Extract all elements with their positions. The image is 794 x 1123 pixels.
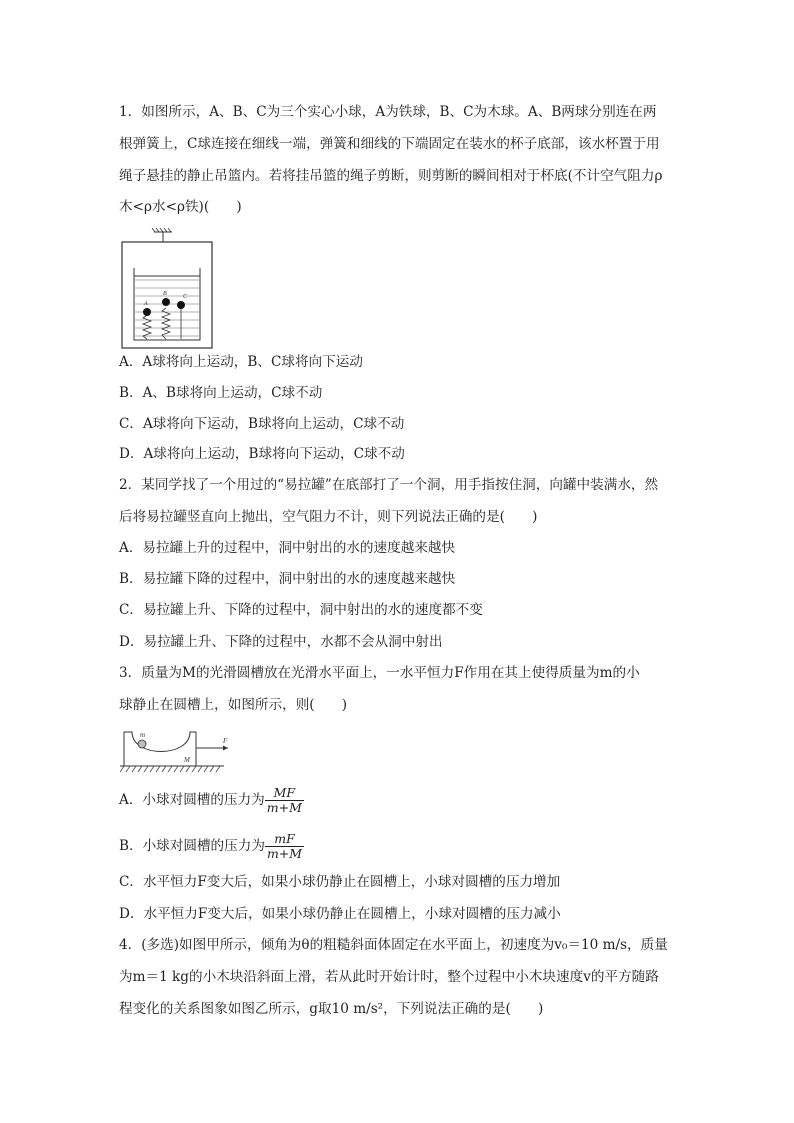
q3-option-a-text: A．小球对圆槽的压力为 <box>119 792 265 808</box>
q3-option-c: C．水平恒力F变大后，如果小球仍静止在圆槽上，小球对圆槽的压力增加 <box>119 874 561 890</box>
q1-line-1: 1．如图所示，A、B、C为三个实心小球，A为铁球，B、C为木球。A、B两球分别连在两 <box>119 104 657 120</box>
q2-line-2: 后将易拉罐竖直向上抛出，空气阻力不计，则下列说法正确的是( ) <box>119 509 538 525</box>
q2-option-d: D．易拉罐上升、下降的过程中，水都不会从洞中射出 <box>119 634 443 650</box>
q2-line-1: 2．某同学找了一个用过的“易拉罐”在底部打了一个洞，用手指按住洞，向罐中装满水，然 <box>119 477 659 493</box>
q2-option-c: C．易拉罐上升、下降的过程中，洞中射出的水的速度都不变 <box>119 602 483 618</box>
fraction-mf-over-m-plus-m-small <box>265 832 304 861</box>
q3-option-a <box>119 782 304 818</box>
q2-option-b: B．易拉罐下降的过程中，洞中射出的水的速度越来越快 <box>119 571 456 587</box>
ball-c-label: C <box>183 294 188 300</box>
fraction-denominator: m+M <box>266 846 303 861</box>
ball-a-label: A <box>144 301 148 307</box>
q1-option-d: D．A球将向上运动，B球将向下运动，C球不动 <box>119 446 405 462</box>
q1-line-2: 根弹簧上，C球连接在细线一端，弹簧和细线的下端固定在装水的杯子底部，该水杯置于用 <box>119 136 660 152</box>
ball-mass-label: m <box>140 731 146 739</box>
q4-line-2: 为m＝1 kg的小木块沿斜面上滑，若从此时开始计时，整个过程中小木块速度v的平方随路 <box>119 969 659 985</box>
q2-option-a: A．易拉罐上升的过程中，洞中射出的水的速度越来越快 <box>119 540 456 556</box>
q1-figure-hanging-basket <box>120 228 216 350</box>
fraction-numerator: mF <box>265 832 304 847</box>
q1-option-b: B．A、B球将向上运动，C球不动 <box>119 385 323 401</box>
q4-line-1: 4．(多选)如图甲所示，倾角为θ的粗糙斜面体固定在水平面上，初速度为v₀＝10 m/s，质量 <box>119 937 668 953</box>
q1-line-4: 木<ρ水<ρ铁)( ) <box>119 199 242 215</box>
q1-line-3: 绳子悬挂的静止吊篮内。若将挂吊篮的绳子剪断，则剪断的瞬间相对于杯底(不计空气阻力ρ <box>119 168 663 184</box>
groove-mass-label: M <box>184 756 190 764</box>
q3-figure-groove <box>120 728 232 774</box>
q4-line-3: 程变化的关系图象如图乙所示，g取10 m/s²，下列说法正确的是( ) <box>119 1001 544 1017</box>
fraction-denominator: m+M <box>266 800 302 815</box>
q3-option-b <box>119 828 304 864</box>
q3-line-1: 3．质量为M的光滑圆槽放在光滑水平面上，一水平恒力F作用在其上使得质量为m的小 <box>119 665 640 681</box>
q3-option-d: D．水平恒力F变大后，如果小球仍静止在圆槽上，小球对圆槽的压力减小 <box>119 906 561 922</box>
force-label: F <box>223 737 228 745</box>
fraction-numerator: MF <box>265 786 304 801</box>
ball-b-label: B <box>163 291 167 297</box>
q1-option-c: C．A球将向下运动，B球将向上运动，C球不动 <box>119 416 405 432</box>
q1-option-a: A．A球将向上运动，B、C球将向下运动 <box>119 354 363 370</box>
q3-option-b-text: B．小球对圆槽的压力为 <box>119 838 265 854</box>
fraction-mf-over-m-plus-m <box>265 786 304 815</box>
q3-line-2: 球静止在圆槽上，如图所示，则( ) <box>119 697 348 713</box>
